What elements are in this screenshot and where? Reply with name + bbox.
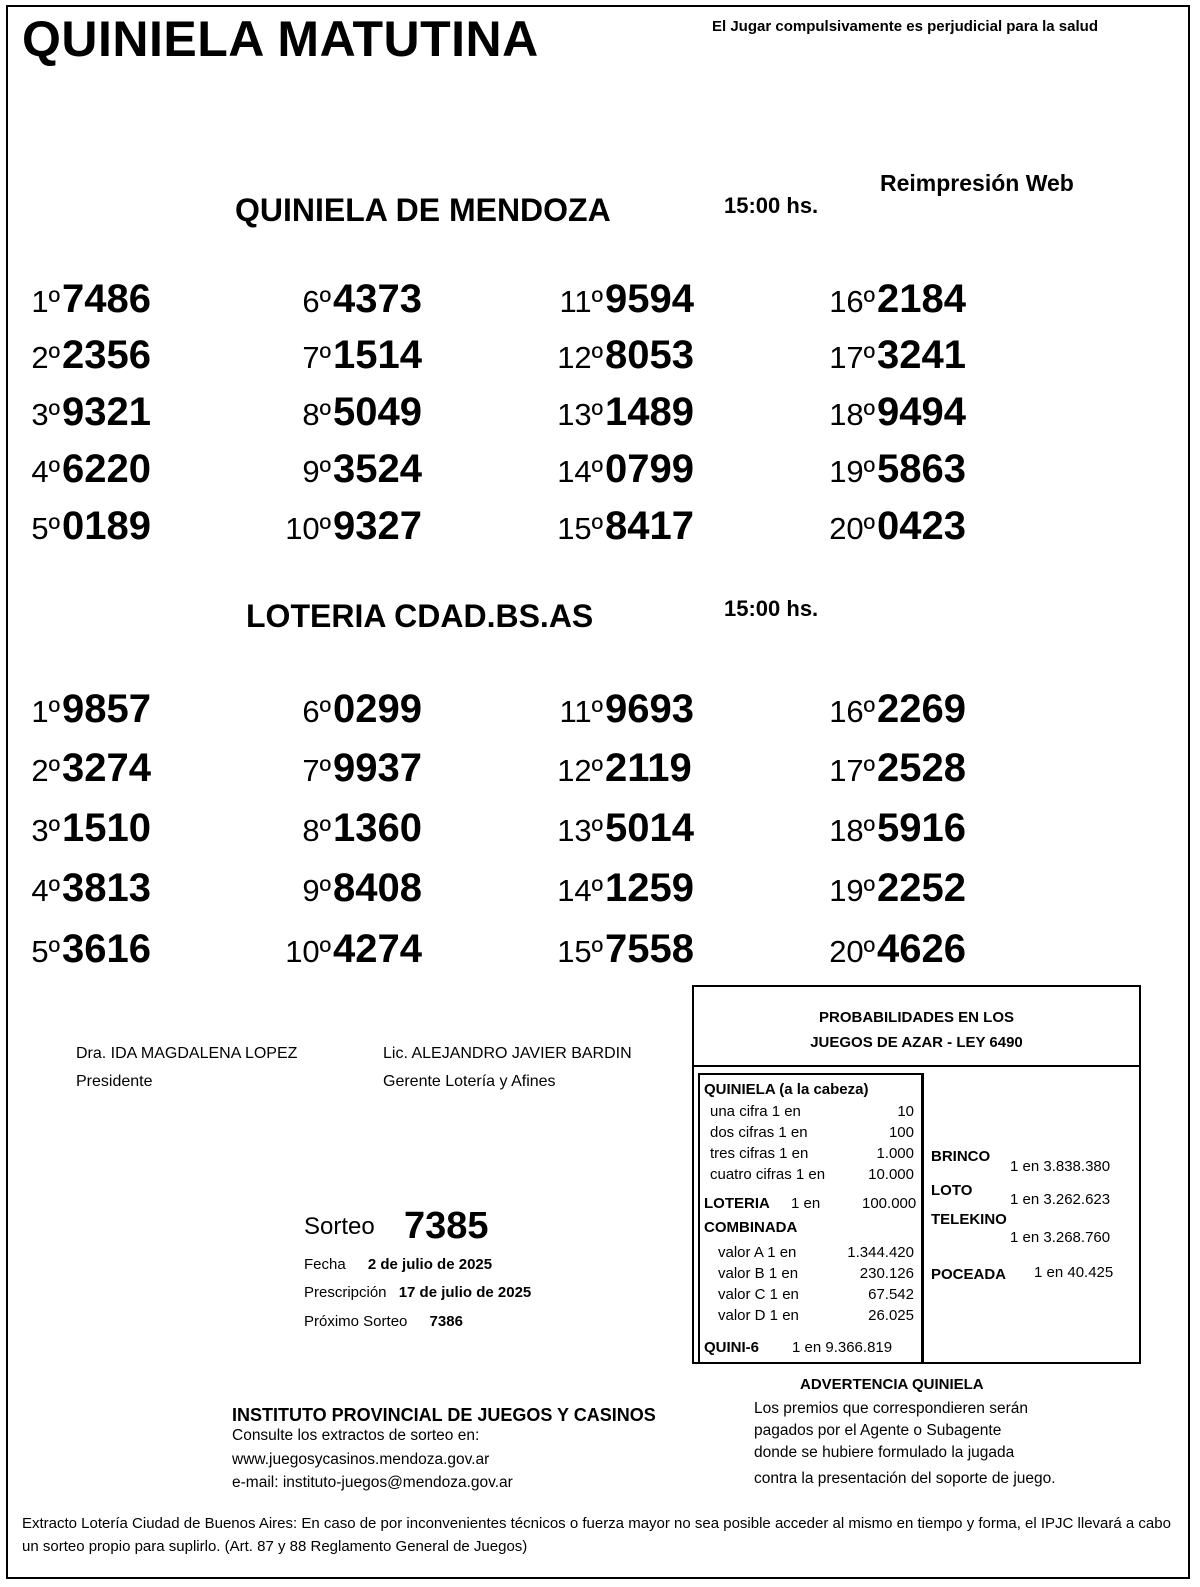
prize-number: 2119 [605,746,692,790]
mendoza-time: 15:00 hs. [724,193,819,218]
prize-entry [503,497,753,549]
prize-number: 1514 [333,333,422,377]
prize-position: 14º [557,454,603,489]
loteria-prob-value: 100.000 [862,1195,917,1212]
loteria-prob-en: 1 en [791,1195,821,1212]
sorteo-number: 7385 [404,1205,489,1247]
advertencia-line: donde se hubiere formulado la jugada [754,1444,1015,1461]
prize-number: 2184 [877,277,966,321]
prize-entry [775,383,1025,435]
brinco-value: 1 en 3.838.380 [1010,1158,1111,1175]
prize-entry [0,383,210,435]
reprint-label: Reimpresión Web [880,170,1074,196]
prize-position: 18º [829,813,875,848]
combinada-label: COMBINADA [704,1219,798,1236]
combinada-prob-label: valor C 1 en [718,1286,799,1303]
prize-number: 2528 [877,746,966,790]
prize-position: 17º [829,753,875,788]
prize-position: 16º [829,694,875,729]
quiniela-prob-title: QUINIELA (a la cabeza) [704,1081,869,1098]
prize-number: 2269 [877,687,966,731]
prize-number: 7558 [605,927,694,971]
prize-entry [775,680,1025,732]
signature-right-name: Lic. ALEJANDRO JAVIER BARDIN [383,1045,632,1062]
proximo-row [304,1313,463,1330]
prize-number: 5014 [605,806,694,850]
proximo-label: Próximo Sorteo [304,1313,408,1330]
prize-number: 4373 [333,277,422,321]
prize-position: 17º [829,340,875,375]
prize-entry [775,920,1025,972]
probabilities-column-divider [921,1073,924,1364]
prize-position: 3º [31,813,60,848]
prize-position: 11º [559,284,603,319]
prize-number: 3274 [62,746,151,790]
prize-entry [503,920,753,972]
institute-title: INSTITUTO PROVINCIAL DE JUEGOS Y CASINOS [232,1405,656,1425]
prize-number: 9327 [333,504,422,548]
prize-position: 9º [302,873,331,908]
prize-entry [231,799,481,851]
prize-number: 1360 [333,806,422,850]
prize-number: 0799 [605,447,694,491]
advertencia-title: ADVERTENCIA QUINIELA [800,1376,984,1393]
quiniela-prob-value: 10 [897,1103,914,1120]
prize-position: 1º [31,284,60,319]
prize-position: 6º [302,284,331,319]
quiniela-prob-label: cuatro cifras 1 en [710,1166,826,1183]
prize-position: 7º [302,753,331,788]
fecha-row [304,1256,492,1273]
prize-number: 8053 [605,333,694,377]
combinada-prob-label: valor A 1 en [718,1244,797,1261]
page-title: QUINIELA MATUTINA [22,11,539,67]
loto-value: 1 en 3.262.623 [1010,1191,1111,1208]
probabilities-header [692,1005,1141,1055]
combinada-prob-value: 26.025 [868,1307,914,1324]
prize-entry [0,326,210,378]
prize-entry [0,920,210,972]
prize-entry [231,383,481,435]
footer-note: Extracto Lotería Ciudad de Buenos Aires: En caso de por inconvenientes técnicos o fuerza mayor no sea posible acceder al mismo en tiempo y forma, el IPJC llevará a cabo un sorteo propio para suplirlo. (Art. 87 y 88 Reglamento General de Juegos) [22,1515,1171,1555]
combinada-prob-label: valor D 1 en [718,1307,799,1324]
prize-number: 3813 [62,866,151,910]
fecha-label: Fecha [304,1256,346,1273]
prize-position: 3º [31,397,60,432]
prize-position: 5º [31,511,60,546]
loto-label: LOTO [931,1182,973,1199]
sorteo-label: Sorteo [304,1213,375,1240]
prize-entry [231,497,481,549]
prize-entry [0,497,210,549]
prize-position: 6º [302,694,331,729]
prize-number: 5863 [877,447,966,491]
prize-number: 9321 [62,390,151,434]
prize-entry [231,920,481,972]
prize-entry [231,440,481,492]
fecha-value: 2 de julio de 2025 [367,1256,493,1273]
prize-entry [0,739,210,791]
prize-entry [775,270,1025,322]
prescripcion-row [304,1284,531,1301]
combinada-prob-value: 230.126 [859,1265,914,1282]
prize-position: 8º [302,397,331,432]
prize-position: 4º [31,873,60,908]
prize-position: 15º [557,934,603,969]
institute-consult: Consulte los extractos de sorteo en: [232,1427,480,1444]
prize-number: 3524 [333,447,422,491]
prize-position: 16º [829,284,875,319]
combinada-prob-value: 1.344.420 [847,1244,914,1261]
prize-entry [503,739,753,791]
prize-entry [775,799,1025,851]
poceada-label: POCEADA [931,1266,1007,1283]
institute-website: www.juegosycasinos.mendoza.gov.ar [232,1451,490,1468]
prize-number: 8408 [333,866,422,910]
prescripcion-label: Prescripción [304,1284,387,1301]
prize-position: 10º [285,511,331,546]
prize-position: 10º [285,934,331,969]
probabilities-divider [692,1065,1141,1067]
prize-entry [231,270,481,322]
prize-position: 13º [557,813,603,848]
prize-position: 15º [557,511,603,546]
brinco-label: BRINCO [931,1148,991,1165]
prize-entry [503,270,753,322]
prize-position: 4º [31,454,60,489]
prize-position: 19º [829,873,875,908]
prize-entry [775,739,1025,791]
prize-entry [231,326,481,378]
prize-number: 9594 [605,277,694,321]
prize-position: 8º [302,813,331,848]
prize-entry [0,440,210,492]
quiniela-prob-value: 100 [888,1124,914,1141]
prize-number: 1259 [605,866,694,910]
prize-position: 12º [557,753,603,788]
prize-position: 20º [829,934,875,969]
institute-email: e-mail: instituto-juegos@mendoza.gov.ar [232,1474,513,1491]
prize-number: 2252 [877,866,966,910]
advertencia-line: contra la presentación del soporte de juego. [754,1470,1056,1487]
quiniela-prob-label: tres cifras 1 en [710,1145,809,1162]
mendoza-section-title: QUINIELA DE MENDOZA [235,192,611,228]
prize-position: 11º [559,694,603,729]
prize-number: 3616 [62,927,151,971]
prize-entry [775,440,1025,492]
prize-entry [775,326,1025,378]
prize-entry [231,859,481,911]
prize-entry [503,383,753,435]
prize-number: 1510 [62,806,151,850]
prize-number: 4626 [877,927,966,971]
loteria-time: 15:00 hs. [724,596,819,621]
prize-number: 1489 [605,390,694,434]
prize-position: 9º [302,454,331,489]
prize-number: 5916 [877,806,966,850]
prize-number: 3241 [877,333,966,377]
probabilities-header-line1: PROBABILIDADES EN LOS [818,1009,1014,1026]
prize-number: 7486 [62,277,151,321]
loteria-section-title: LOTERIA CDAD.BS.AS [246,598,594,634]
prize-entry [231,739,481,791]
advertencia-line: pagados por el Agente o Subagente [754,1422,1002,1439]
prize-number: 9937 [333,746,422,790]
quiniela-prob-value: 1.000 [876,1145,914,1162]
quini6-label: QUINI-6 [704,1339,760,1356]
prize-position: 1º [31,694,60,729]
prize-entry [503,326,753,378]
quiniela-prob-label: una cifra 1 en [710,1103,801,1120]
prize-position: 2º [31,753,60,788]
prize-position: 2º [31,340,60,375]
prize-position: 12º [557,340,603,375]
prize-position: 7º [302,340,331,375]
combinada-prob-value: 67.542 [868,1286,914,1303]
prize-number: 9693 [605,687,694,731]
quiniela-prob-value: 10.000 [868,1166,914,1183]
prize-position: 20º [829,511,875,546]
probabilities-header-line2: JUEGOS DE AZAR - LEY 6490 [810,1034,1023,1051]
prize-position: 14º [557,873,603,908]
prize-position: 5º [31,934,60,969]
prize-number: 5049 [333,390,422,434]
prize-position: 18º [829,397,875,432]
prize-number: 8417 [605,504,694,548]
prize-number: 4274 [333,927,422,971]
quiniela-prob-label: dos cifras 1 en [710,1124,808,1141]
combinada-prob-label: valor B 1 en [718,1265,799,1282]
prize-position: 13º [557,397,603,432]
prize-position: 19º [829,454,875,489]
prize-entry [775,497,1025,549]
loteria-prob-label: LOTERIA [704,1195,770,1212]
prize-number: 2356 [62,333,151,377]
prize-number: 6220 [62,447,151,491]
prize-entry [0,680,210,732]
prize-entry [0,799,210,851]
signature-right-role: Gerente Lotería y Afines [383,1073,556,1090]
prize-number: 0189 [62,504,151,548]
proximo-value: 7386 [429,1313,463,1330]
health-warning: El Jugar compulsivamente es perjudicial para la salud [712,18,1098,35]
prize-number: 0299 [333,687,422,731]
prize-number: 9857 [62,687,151,731]
prize-entry [0,270,210,322]
prize-entry [503,440,753,492]
prize-entry [503,859,753,911]
prize-number: 0423 [877,504,966,548]
poceada-value: 1 en 40.425 [1034,1264,1114,1281]
prize-entry [0,859,210,911]
telekino-value: 1 en 3.268.760 [1010,1229,1111,1246]
signature-left-name: Dra. IDA MAGDALENA LOPEZ [76,1045,298,1062]
prize-entry [231,680,481,732]
prescripcion-value: 17 de julio de 2025 [398,1284,532,1301]
telekino-label: TELEKINO [931,1211,1007,1228]
prize-entry [503,680,753,732]
prize-number: 9494 [877,390,966,434]
prize-entry [775,859,1025,911]
advertencia-line: Los premios que correspondieren serán [754,1400,1028,1417]
quini6-value: 1 en 9.366.819 [792,1339,893,1356]
prize-entry [503,799,753,851]
signature-left-role: Presidente [76,1073,153,1090]
